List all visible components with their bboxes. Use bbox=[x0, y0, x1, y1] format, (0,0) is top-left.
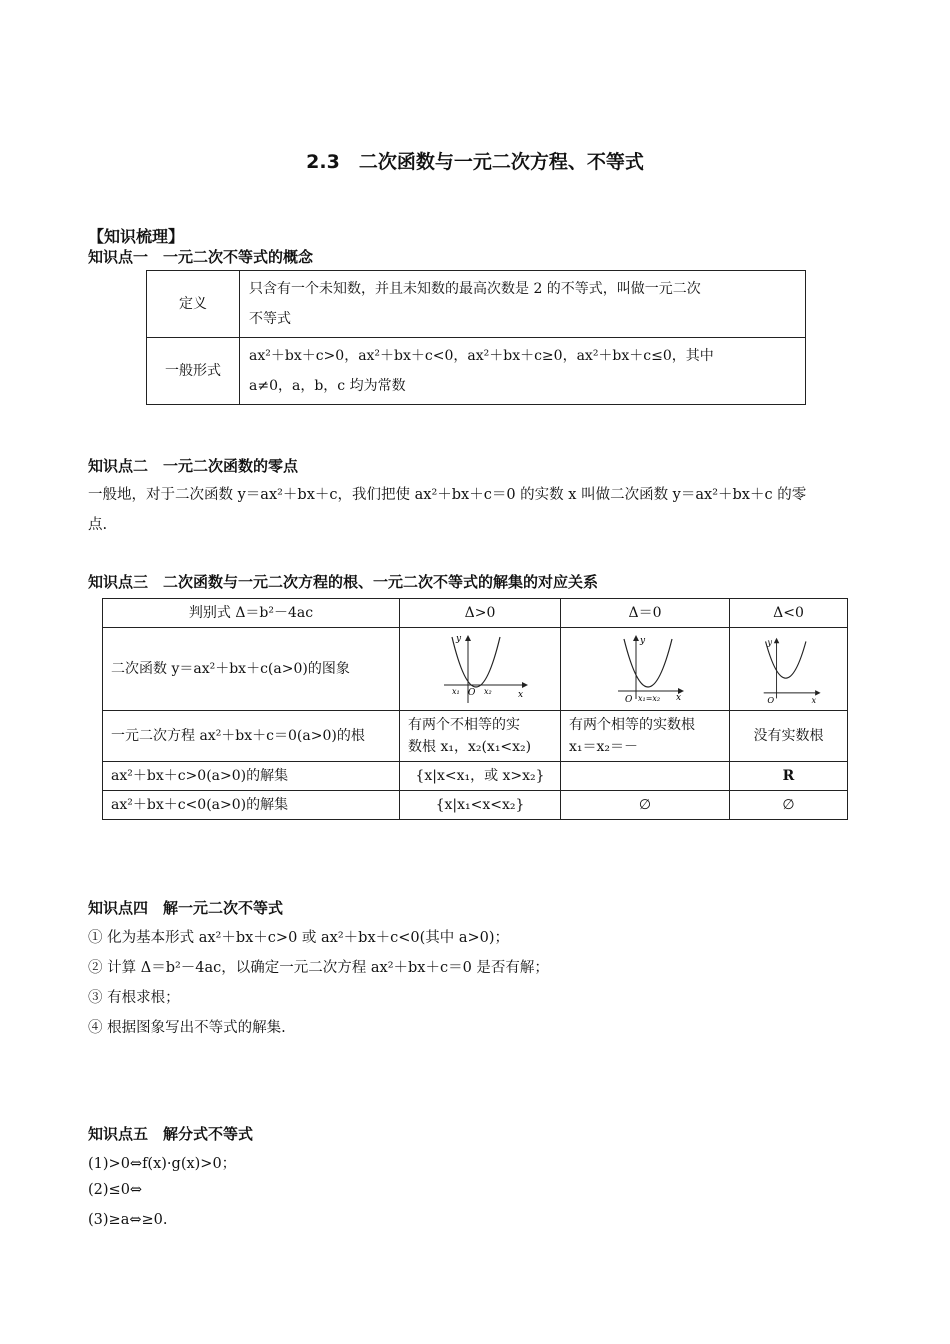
graph-cell bbox=[730, 628, 848, 711]
table-header-cell: Δ＝0 bbox=[561, 599, 730, 628]
kp3-table bbox=[102, 598, 848, 820]
table-row bbox=[103, 628, 848, 711]
x1x2-label: x₁=x₂ bbox=[638, 694, 661, 703]
kp3-heading: 知识点三 二次函数与一元二次方程的根、一元二次不等式的解集的对应关系 bbox=[88, 573, 599, 591]
table-row bbox=[103, 762, 848, 791]
parabola-curve bbox=[452, 637, 500, 687]
table-row bbox=[147, 338, 806, 405]
x-label: x bbox=[811, 694, 817, 705]
table-cell bbox=[561, 762, 730, 791]
parabola-no-root-graph bbox=[738, 631, 839, 707]
parabola-one-root-graph bbox=[569, 631, 721, 707]
kp4-heading: 知识点四 解一元二次不等式 bbox=[88, 899, 284, 917]
kp4-step: ④ 根据图象写出不等式的解集. bbox=[88, 1020, 286, 1036]
parabola-curve bbox=[624, 639, 672, 687]
y-label: y bbox=[456, 634, 462, 644]
table-cell: {x|x₁<x<x₂} bbox=[400, 791, 561, 820]
table-cell: ∅ bbox=[561, 791, 730, 820]
kp4-step: ① 化为基本形式 ax²＋bx＋c>0 或 ax²＋bx＋c<0(其中 a>0)； bbox=[88, 930, 510, 946]
x-label: x bbox=[676, 693, 682, 703]
kp5-item: (2)≤0⇔ bbox=[88, 1182, 143, 1198]
kp1-table bbox=[146, 270, 806, 405]
table-cell-label: 一元二次方程 ax²＋bx＋c＝0(a>0)的根 bbox=[103, 711, 400, 762]
y-axis-arrow bbox=[633, 635, 639, 641]
origin-label: O bbox=[625, 695, 633, 705]
table-row bbox=[103, 791, 848, 820]
cell-line: x₁＝x₂＝－ bbox=[569, 739, 639, 755]
table-cell-label: ax²＋bx＋c>0(a>0)的解集 bbox=[103, 762, 400, 791]
table-cell bbox=[400, 711, 561, 762]
table-cell bbox=[561, 711, 730, 762]
cell-line: 有两个相等的实数根 bbox=[569, 717, 695, 733]
cell-line: ax²＋bx＋c>0，ax²＋bx＋c<0，ax²＋bx＋c≥0，ax²＋bx＋c≤0，其中 bbox=[249, 348, 714, 364]
cell-line: 不等式 bbox=[249, 311, 291, 327]
table-cell-label: 定义 bbox=[147, 271, 240, 338]
section-header: 【知识梳理】 bbox=[88, 227, 185, 246]
table-header-row bbox=[103, 599, 848, 628]
x1-label: x₁ bbox=[452, 687, 460, 696]
table-cell-text bbox=[240, 338, 806, 405]
x-axis-arrow bbox=[522, 682, 528, 688]
y-label: y bbox=[767, 637, 773, 648]
table-cell-label: 二次函数 y＝ax²＋bx＋c(a>0)的图象 bbox=[103, 628, 400, 711]
cell-line: 只含有一个未知数，并且未知数的最高次数是 2 的不等式，叫做一元二次 bbox=[249, 281, 701, 297]
kp2-line: 点. bbox=[88, 517, 108, 533]
kp4-step: ③ 有根求根； bbox=[88, 990, 180, 1006]
kp2-heading: 知识点二 一元二次函数的零点 bbox=[88, 457, 299, 475]
cell-line: a≠0，a，b，c 均为常数 bbox=[249, 378, 406, 394]
table-cell-label: ax²＋bx＋c<0(a>0)的解集 bbox=[103, 791, 400, 820]
graph-cell bbox=[400, 628, 561, 711]
x2-label: x₂ bbox=[484, 687, 492, 696]
kp2-line: 一般地，对于二次函数 y＝ax²＋bx＋c，我们把使 ax²＋bx＋c＝0 的实数 x 叫做二次函数 y＝ax²＋bx＋c 的零 bbox=[88, 487, 807, 503]
y-axis-arrow bbox=[465, 635, 471, 641]
table-cell: ∅ bbox=[730, 791, 848, 820]
table-row bbox=[103, 711, 848, 762]
y-axis-arrow bbox=[774, 638, 780, 644]
kp5-item: (3)≥a⇔≥0. bbox=[88, 1212, 168, 1228]
origin-label: O bbox=[767, 694, 775, 705]
kp5-item: (1)>0⇔f(x)·g(x)>0； bbox=[88, 1156, 237, 1172]
origin-label: O bbox=[468, 688, 476, 698]
table-row bbox=[147, 271, 806, 338]
parabola-two-roots-graph bbox=[408, 631, 552, 707]
page-title: 2.3 二次函数与一元二次方程、不等式 bbox=[306, 151, 644, 173]
table-header-cell: Δ>0 bbox=[400, 599, 561, 628]
x-label: x bbox=[518, 690, 524, 700]
kp1-heading: 知识点一 一元二次不等式的概念 bbox=[88, 248, 314, 266]
kp5-heading: 知识点五 解分式不等式 bbox=[88, 1125, 254, 1143]
y-label: y bbox=[640, 636, 646, 646]
table-cell-text bbox=[240, 271, 806, 338]
cell-line: 数根 x₁，x₂(x₁<x₂) bbox=[408, 739, 532, 755]
table-cell: 没有实数根 bbox=[730, 711, 848, 762]
table-header-cell: Δ<0 bbox=[730, 599, 848, 628]
table-header-cell: 判别式 Δ＝b²－4ac bbox=[103, 599, 400, 628]
kp4-step: ② 计算 Δ＝b²－4ac，以确定一元二次方程 ax²＋bx＋c＝0 是否有解； bbox=[88, 960, 549, 976]
graph-cell bbox=[561, 628, 730, 711]
table-cell-label: 一般形式 bbox=[147, 338, 240, 405]
table-cell: R bbox=[730, 762, 848, 791]
cell-line: 有两个不相等的实 bbox=[408, 717, 520, 733]
table-cell: {x|x<x₁，或 x>x₂} bbox=[400, 762, 561, 791]
